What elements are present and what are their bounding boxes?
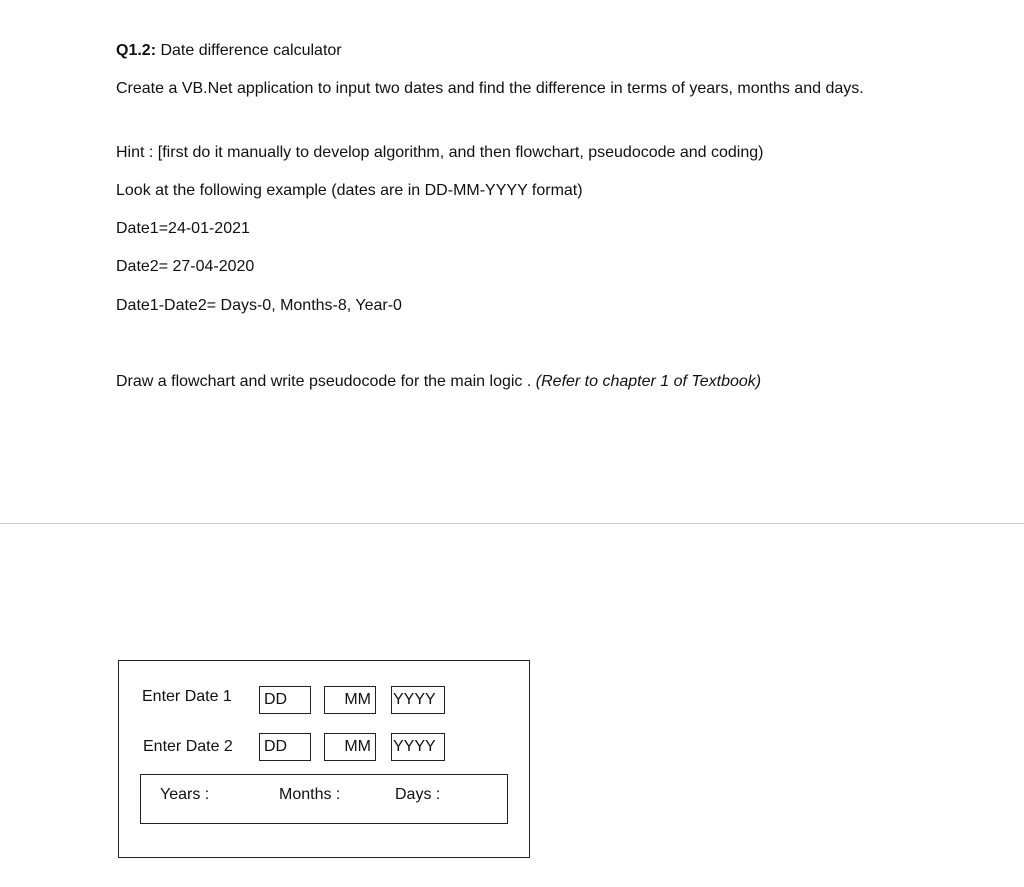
years-label: Years : — [160, 786, 210, 803]
example-intro: Look at the following example (dates are in DD-MM-YYYY format) — [116, 182, 583, 199]
question-heading — [116, 42, 342, 60]
task-instruction: Draw a flowchart and write pseudocode for the main logic . — [116, 373, 532, 390]
question-title: Date difference calculator — [160, 42, 342, 59]
task-reference: (Refer to chapter 1 of Textbook) — [535, 373, 762, 390]
date2-year-input[interactable]: YYYY — [391, 733, 445, 761]
result-panel — [140, 774, 508, 824]
date2-label: Enter Date 2 — [143, 738, 233, 755]
date2-month-input[interactable]: MM — [324, 733, 376, 761]
task-text — [116, 373, 761, 391]
example-date1: Date1=24-01-2021 — [116, 220, 250, 237]
hint-text: Hint : [first do it manually to develop algorithm, and then flowchart, pseudocode and coding) — [116, 144, 764, 161]
page-divider — [0, 523, 1024, 524]
question-number: Q1.2: — [116, 42, 157, 59]
date2-day-input[interactable]: DD — [259, 733, 311, 761]
date1-day-input[interactable]: DD — [259, 686, 311, 714]
date1-label: Enter Date 1 — [142, 688, 232, 705]
days-label: Days : — [395, 786, 441, 803]
months-label: Months : — [279, 786, 341, 803]
question-description: Create a VB.Net application to input two dates and find the difference in terms of years, months and days. — [116, 80, 864, 97]
example-date2: Date2= 27-04-2020 — [116, 258, 255, 275]
date1-month-input[interactable]: MM — [324, 686, 376, 714]
date1-year-input[interactable]: YYYY — [391, 686, 445, 714]
example-difference: Date1-Date2= Days-0, Months-8, Year-0 — [116, 297, 402, 314]
date-calculator-form — [118, 660, 530, 858]
